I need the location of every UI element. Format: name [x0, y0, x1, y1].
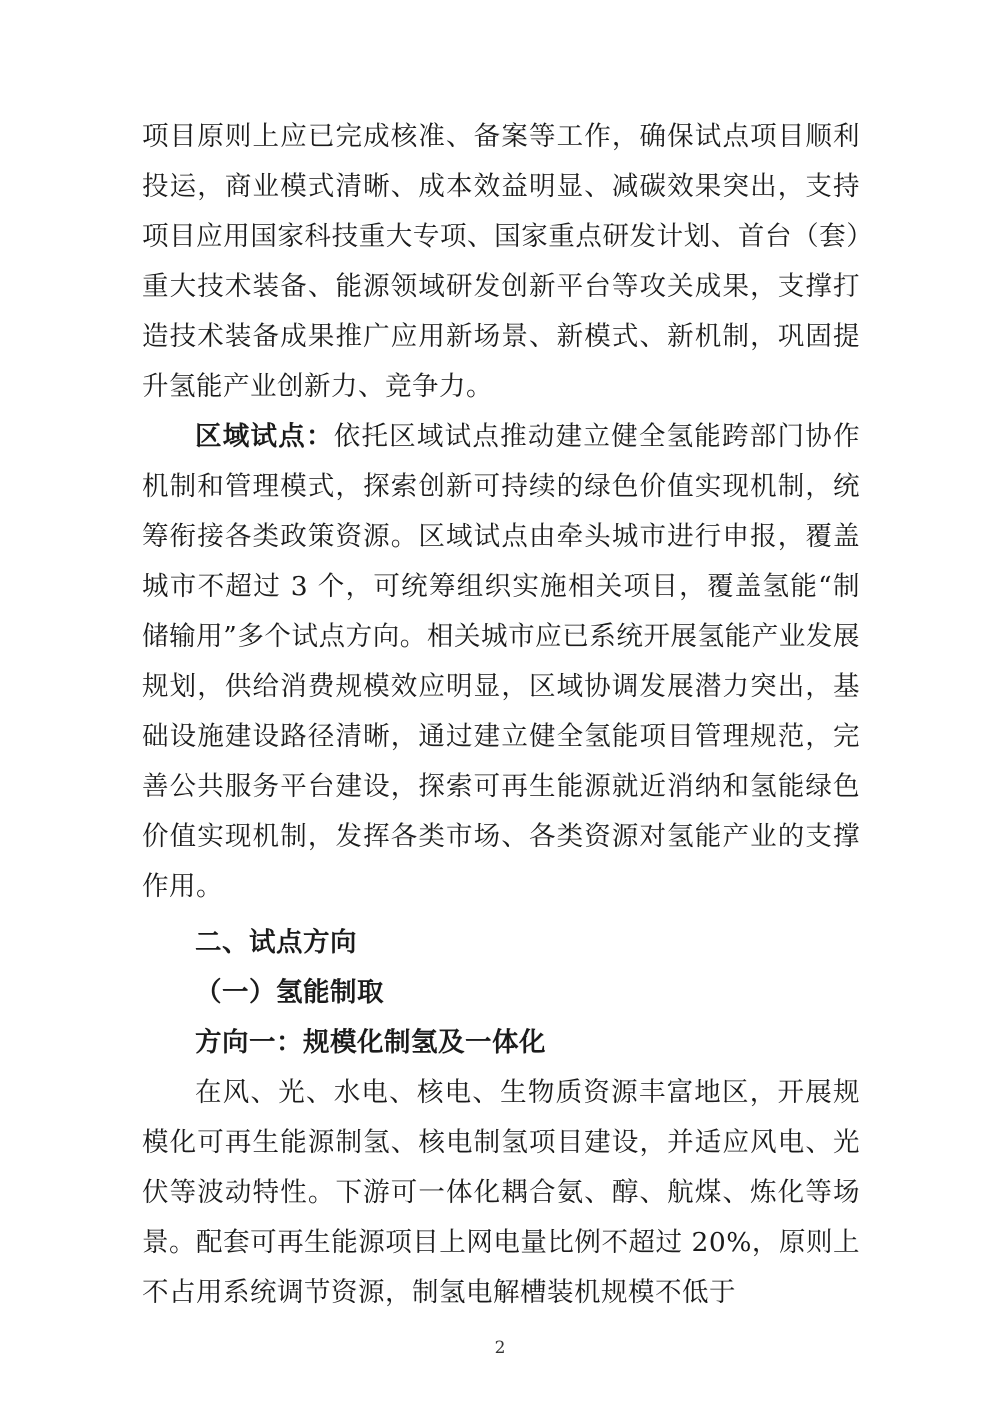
paragraph-lead-label: 区域试点： [195, 421, 334, 452]
paragraph-lead-body: 依托区域试点推动建立健全氢能跨部门协作机制和管理模式，探索创新可持续的绿色价值实现机制，统筹衔接各类政策资源。区域试点由牵头城市进行申报，覆盖城市不超过 3 个，可统筹组织实施相关项目，覆盖氢能“制储输用”多个试点方向。相关城市应已系统开展氢能产业发展规划，供给消费规模效应明显，区域协调发展潜力突出，基础设施建设路径清晰，通过建立健全氢能项目管理规范，完善公共服务平台建设，探索可再生能源就近消纳和氢能绿色价值实现机制，发挥各类市场、各类资源对氢能产业的支撑作用。 [142, 421, 861, 902]
direction-heading-one: 方向一：规模化制氢及一体化 [195, 1027, 546, 1058]
paragraph-continued: 项目原则上应已完成核准、备案等工作，确保试点项目顺利投运，商业模式清晰、成本效益明显、减碳效果突出，支持项目应用国家科技重大专项、国家重点研发计划、首台（套）重大技术装备、能源领域研发创新平台等攻关成果，支撑打造技术装备成果推广应用新场景、新模式、新机制，巩固提升氢能产业创新力、竞争力。 [142, 121, 860, 402]
section-heading-two: 二、试点方向 [195, 927, 357, 958]
subsection-heading-one: （一）氢能制取 [195, 977, 384, 1008]
paragraph-direction-one-body: 在风、光、水电、核电、生物质资源丰富地区，开展规模化可再生能源制氢、核电制氢项目建设，并适应风电、光伏等波动特性。下游可一体化耦合氨、醇、航煤、炼化等场景。配套可再生能源项目上网电量比例不超过 20%，原则上不占用系统调节资源，制氢电解槽装机规模不低于 [142, 1077, 860, 1308]
page-number: 2 [494, 1338, 506, 1358]
paragraph-regional-pilot [142, 412, 860, 912]
page-content [142, 112, 860, 1318]
